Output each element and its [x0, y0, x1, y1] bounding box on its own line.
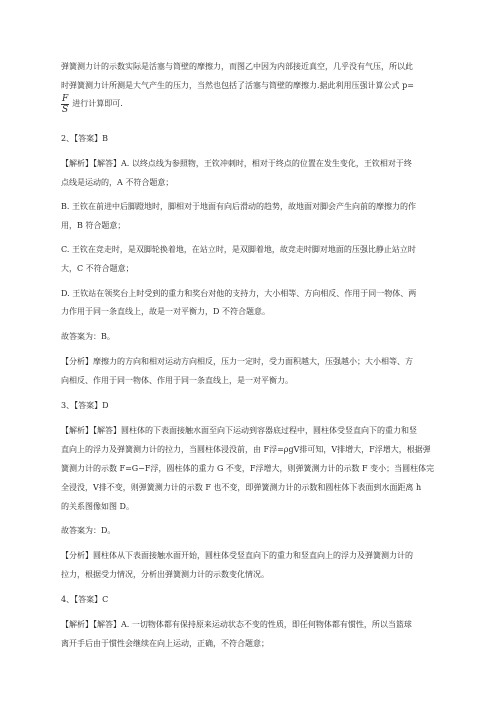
- text-line: 用，B 符合题意；: [61, 221, 126, 230]
- formula-line: [61, 92, 441, 118]
- text-line: 时弹簧测力计所测是大气产生的压力，当然也包括了活塞与筒壁的摩擦力.据此利用压强计算公式 p=: [61, 81, 414, 90]
- text-line: C. 王钦在竞走时，是双脚轮换着地，在站立时，是双脚着地，故竞走时脚对地面的压强比静止站立时: [61, 245, 416, 254]
- text-line: 簧测力计的示数 F=G−F浮，圆柱体的重力 G 不变，F浮增大，则弹簧测力计的示数 F 变小；当圆柱体完: [61, 464, 435, 473]
- text-line: 直向上的浮力及弹簧测力计的拉力，当圆柱体浸没前，由 F浮=ρgV排可知，V排增大，F浮增大，根据弹: [61, 445, 431, 454]
- text-line: 点线是运动的，A 不符合题意；: [61, 178, 174, 187]
- text-line: 力作用于同一条直线上，故是一对平衡力，D 不符合题意。: [61, 307, 270, 316]
- text-line: 拉力，根据受力情况，分析出弹簧测力计的示数变化情况。: [61, 570, 269, 579]
- text-line: 全浸没，V排不变，则弹簧测力计的示数 F 也不变，即弹簧测力计的示数和圆柱体下表面到水面距离 h: [61, 483, 422, 492]
- pressure-fraction: [61, 94, 69, 115]
- text-line: 【分析】摩擦力的方向和相对运动方向相反，压力一定时，受力面积越大，压强越小；大小相等、方: [61, 357, 413, 366]
- answer-heading: 3、【答案】D: [61, 401, 109, 410]
- answer-heading: 4、【答案】C: [61, 595, 109, 604]
- fraction-numerator: F: [62, 93, 69, 104]
- answer-heading: 2、【答案】B: [61, 134, 108, 143]
- formula-tail: 进行计算即可.: [72, 99, 123, 108]
- text-line: 【解析】【解答】圆柱体的下表面接触水面至向下运动到容器底过程中，圆柱体受竖直向下的重力和竖: [61, 426, 417, 435]
- text-line: 弹簧测力计的示数实际是活塞与筒壁的摩擦力，而图乙中因为内部接近真空，几乎没有气压，所以此: [61, 62, 413, 71]
- text-line: 【分析】圆柱体从下表面接触水面开始，圆柱体受竖直向下的重力和竖直向上的浮力及弹簧测力计的: [61, 551, 413, 560]
- text-line: B. 王钦在前进中后脚蹬地时，脚相对于地面有向后滑动的趋势，故地面对脚会产生向前的摩擦力的作: [61, 202, 416, 211]
- fraction-denominator: S: [62, 104, 69, 115]
- text-line: 离开手后由于惯性会继续在向上运动，正确，不符合题意；: [61, 639, 269, 648]
- final-answer: 故答案为：D。: [61, 526, 116, 535]
- text-line: D. 王钦站在领奖台上时受到的重力和奖台对他的支持力，大小相等、方向相反、作用于同一物体、两: [61, 289, 417, 298]
- text-line: 【解析】【解答】A. 一切物体都有保持原来运动状态不变的性质，即任何物体都有惯性，所以当篮球: [61, 620, 412, 629]
- text-line: 大，C 不符合题意；: [61, 264, 134, 273]
- text-line: 【解析】【解答】A. 以终点线为参照物，王钦冲刺时，相对于终点的位置在发生变化，王钦相对于终: [61, 159, 412, 168]
- final-answer: 故答案为：B。: [61, 332, 115, 341]
- text-line: 的关系图像如图 D。: [61, 502, 134, 511]
- text-line: 向相反、作用于同一物体、作用于同一条直线上，是一对平衡力。: [61, 376, 293, 385]
